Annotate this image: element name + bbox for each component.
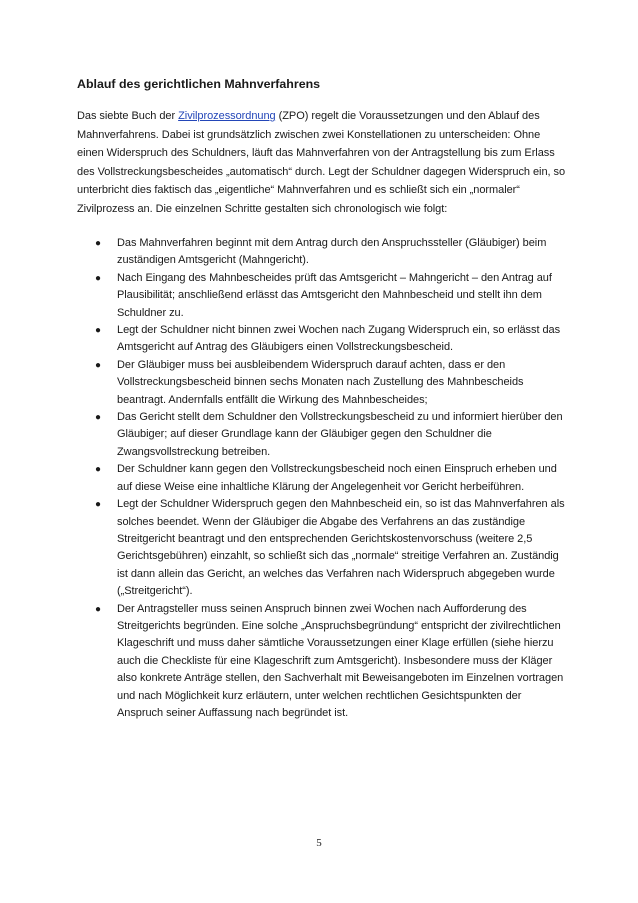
list-item-text: Der Schuldner kann gegen den Vollstreckungsbescheid noch einen Einspruch erheben und auf diese Weise eine inhaltliche Klärung der Angelegenheit vor Gericht herbeiführen. xyxy=(117,463,557,493)
list-item-text: Legt der Schuldner nicht binnen zwei Wochen nach Zugang Widerspruch ein, so erlässt das Amtsgericht auf Antrag des Gläubigers einen Vollstreckungsbescheid. xyxy=(117,324,561,354)
bullet-icon: ● xyxy=(95,464,101,476)
bullet-icon: ● xyxy=(95,412,101,424)
list-item-text: Das Mahnverfahren beginnt mit dem Antrag durch den Anspruchssteller (Gläubiger) beim zuständigen Amtsgericht (Mahngericht). xyxy=(117,237,547,267)
list-item-text: Der Gläubiger muss bei ausbleibendem Widerspruch darauf achten, dass er den Vollstreckungsbescheid binnen sechs Monaten nach Zustellung des Mahnbescheids beantragt. Andernfalls entfällt die Wirkung des Mahnbescheides; xyxy=(117,358,524,406)
list-item xyxy=(77,601,569,723)
list-item xyxy=(77,270,569,322)
zpo-link[interactable]: Zivilprozessordnung xyxy=(178,110,276,122)
list-item-text: Legt der Schuldner Widerspruch gegen den Mahnbescheid ein, so ist das Mahnverfahren als solches beendet. Wenn der Gläubiger die Abgabe des Verfahrens an das zuständige Streitgericht beantragt und den entsprechenden Gerichtskostenvorschuss (weitere 2,5 Gerichtsgebühren) einzahlt, so schließt sich das „normale“ streitige Verfahren an. Zuständig ist dann allein das Gericht, an welches das Verfahren nach Widerspruch abgegeben wurde („Streitgericht“). xyxy=(117,498,565,598)
bullet-icon: ● xyxy=(95,238,101,249)
list-item xyxy=(77,322,569,357)
list-item xyxy=(77,461,569,496)
intro-paragraph xyxy=(77,107,569,218)
document-content xyxy=(77,76,569,722)
list-item xyxy=(77,357,569,409)
page-number: 5 xyxy=(316,837,322,849)
intro-text-after-link: (ZPO) regelt die Voraussetzungen und den Ablauf des Mahnverfahrens. Dabei ist grundsätzlich zwischen zwei Konstellationen zu unterscheiden: Ohne einen Widerspruch des Schuldners, läuft das Mahnverfahren von der Antragstellung bis zum Erlass des Vollstreckungsbescheides „automatisch“ durch. Legt der Schuldner dagegen Widerspruch ein, so unterbricht dies faktisch das „eigentliche“ Mahnverfahren und es schließt sich ein „normaler“ Zivilprozess an. Die einzelnen Schritte gestalten sich chronologisch wie folgt: xyxy=(77,110,566,215)
list-item xyxy=(77,409,569,461)
list-item-text: Nach Eingang des Mahnbescheides prüft das Amtsgericht – Mahngericht – den Antrag auf Plausibilität; anschließend erlässt das Amtsgericht den Mahnbescheid und stellt ihn dem Schuldner zu. xyxy=(117,271,552,319)
list-item xyxy=(77,235,569,270)
bullet-icon: ● xyxy=(95,272,101,284)
bullet-icon: ● xyxy=(95,499,101,511)
bullet-icon: ● xyxy=(95,359,101,371)
list-item xyxy=(77,496,569,600)
bullet-icon: ● xyxy=(95,603,101,615)
list-item-text: Das Gericht stellt dem Schuldner den Vollstreckungsbescheid zu und informiert hierüber den Gläubiger; auf dieser Grundlage kann der Gläubiger gegen den Schuldner die Zwangsvollstreckung betreiben. xyxy=(117,411,563,458)
intro-text-before-link: Das siebte Buch der xyxy=(77,110,179,122)
procedure-steps-list xyxy=(77,235,569,722)
list-item-text: Der Antragsteller muss seinen Anspruch binnen zwei Wochen nach Aufforderung des Streitgerichts begründen. Eine solche „Anspruchsbegründung“ entspricht der zivilrechtlichen Klageschrift und muss daher sämtliche Voraussetzungen einer Klage erfüllen (siehe hierzu auch die Checkliste für eine Klageschrift zum Amtsgericht). Insbesondere muss der Kläger also konkrete Anträge stellen, den Sachverhalt mit Beweisangeboten im Einzelnen vortragen und nach Möglichkeit kurz erläutern, unter welchen rechtlichen Gesichtspunkten der Anspruch seiner Auffassung nach begründet ist. xyxy=(117,602,564,719)
section-heading: Ablauf des gerichtlichen Mahnverfahrens xyxy=(77,77,321,91)
bullet-icon: ● xyxy=(95,325,101,337)
